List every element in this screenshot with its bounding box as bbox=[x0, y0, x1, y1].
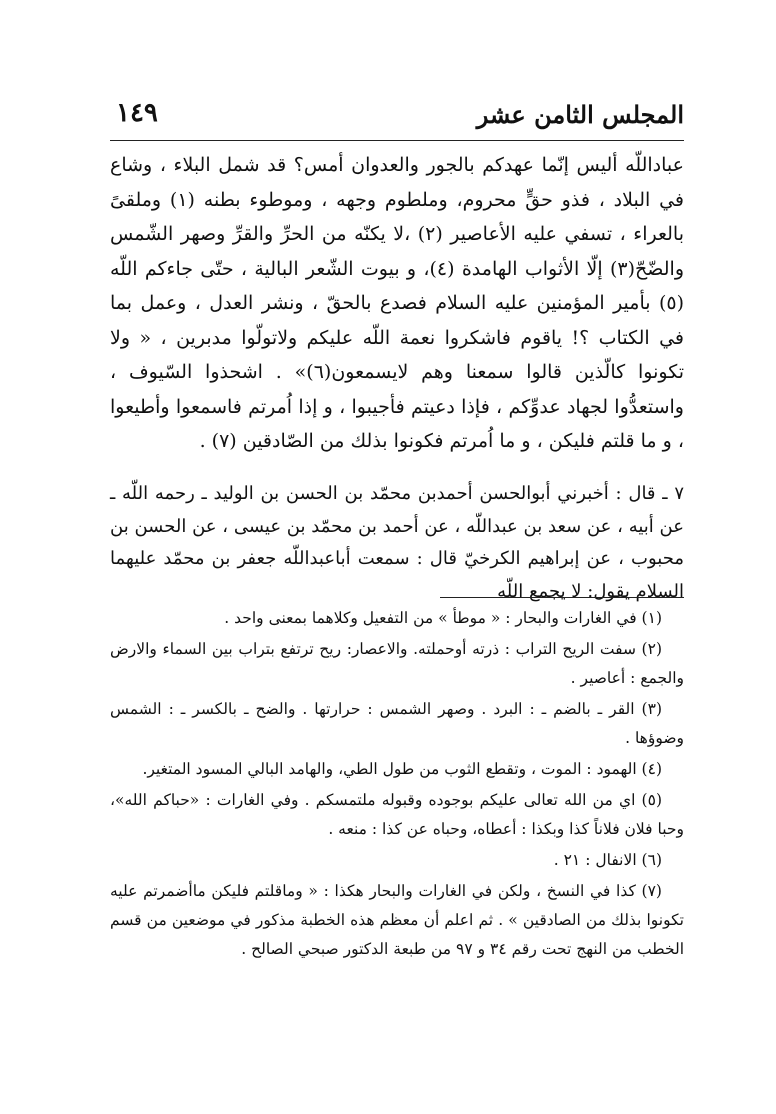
footnote-5 bbox=[110, 786, 684, 844]
footnote-1 bbox=[110, 604, 684, 633]
footnote-5-continuation: وحبا فلان فلاناً كذا وبكذا : أعطاه، وحباه عن كذا : منعه . bbox=[328, 820, 684, 838]
footnote-2-continuation: والارض والجمع : أعاصير . bbox=[110, 640, 684, 687]
footnote-2-text: (٢) سفت الريح التراب : ذرته أوحملته. والاعصار: ريح ترتفع بتراب بين السماء bbox=[162, 640, 662, 658]
footnote-4 bbox=[110, 755, 684, 784]
footnote-2 bbox=[110, 635, 684, 693]
footnote-rule bbox=[440, 597, 684, 598]
footnote-7-continuation: عليه تكونوا بذلك من الصادقين » . ثم اعلم أن معظم هذه الخطبة مذكور في موضعين من قسم الخطب من النهج تحت رقم ٣٤ و ٩٧ من طبعة الدكتور صبحي الصالح . bbox=[110, 882, 684, 958]
sermon-paragraph: عباداللّه أليس إنّما عهدكم بالجور والعدوان أمس؟ قد شمل البلاء ، وشاع في البلاد ، فذو حقٍّ محروم، وملطوم وجهه ، وموطوء بطنه (١) وملقىً بالعراء ، تسفي عليه الأعاصير (٢) ،لا يكنّه من الحرِّ والقرِّ وصهر الشّمس والضّحّ(٣) إلّا الأثواب الهامدة (٤)، و بيوت الشّعر البالية ، حتّى جاءكم اللّه (٥) بأمير المؤمنين عليه السلام فصدع بالحقّ ، ونشر العدل ، وعمل بما في الكتاب ؟! ياقوم فاشكروا نعمة اللّه عليكم ولاتولّوا مدبرين ، « ولا تكونوا كالّذين قالوا سمعنا وهم لايسمعون(٦)» . اشحذوا السّيوف ، واستعدُّوا لجهاد عدوِّكم ، فإذا دعيتم فأجيبوا ، و إذا اُمرتم فاسمعوا وأطيعوا ، و ما قلتم فليكن ، و ما اُمرتم فكونوا بذلك من الصّادقين (٧) . bbox=[110, 154, 684, 452]
footnote-3 bbox=[110, 695, 684, 753]
footnote-7 bbox=[110, 877, 684, 964]
footnote-5-text: (٥) اي من الله تعالى عليكم بوجوده وقبوله ملتمسكم . وفي الغارات : «حباكم الله»، bbox=[110, 791, 662, 809]
footnote-6-text: (٦) الانفال : ٢١ . bbox=[553, 851, 662, 869]
hadith-block bbox=[110, 478, 684, 608]
running-title: المجلس الثامن عشر bbox=[476, 100, 684, 129]
header-rule bbox=[110, 140, 684, 141]
footnote-1-text: (١) في الغارات والبحار : « موطأ » من التفعيل وكلاهما بمعنى واحد . bbox=[224, 609, 662, 627]
hadith-text: ٧ ـ قال : أخبرني أبوالحسن أحمدبن محمّد بن الحسن بن الوليد ـ رحمه اللّه ـ عن أبيه ، عن سعد بن عبداللّه ، عن أحمد بن محمّد بن عيسى ، عن الحسن بن محبوب ، عن إبراهيم الكرخيّ قال : سمعت أباعبداللّه جعفر بن محمّد عليهما السلام يقول: لا يجمع اللّه bbox=[110, 483, 684, 602]
footnote-6 bbox=[110, 846, 684, 875]
footnote-4-text: (٤) الهمود : الموت ، وتقطع الثوب من طول الطي، والهامد البالي المسود المتغير. bbox=[142, 760, 662, 778]
page-header bbox=[110, 96, 684, 136]
page-number: ١٤٩ bbox=[116, 98, 158, 128]
footnote-7-text: (٧) كذا في النسخ ، ولكن في الغارات والبحار هكذا : « وماقلتم فليكن ماأضمرتم bbox=[143, 882, 662, 900]
footnotes bbox=[110, 604, 684, 966]
sermon-text bbox=[110, 148, 684, 459]
footnote-3-text: (٣) القر ـ بالضم ـ : البرد . وصهر الشمس : حرارتها . والضح ـ بالكسر ـ : bbox=[168, 700, 662, 718]
footnote-3-continuation: الشمس وضوؤها . bbox=[110, 700, 684, 747]
